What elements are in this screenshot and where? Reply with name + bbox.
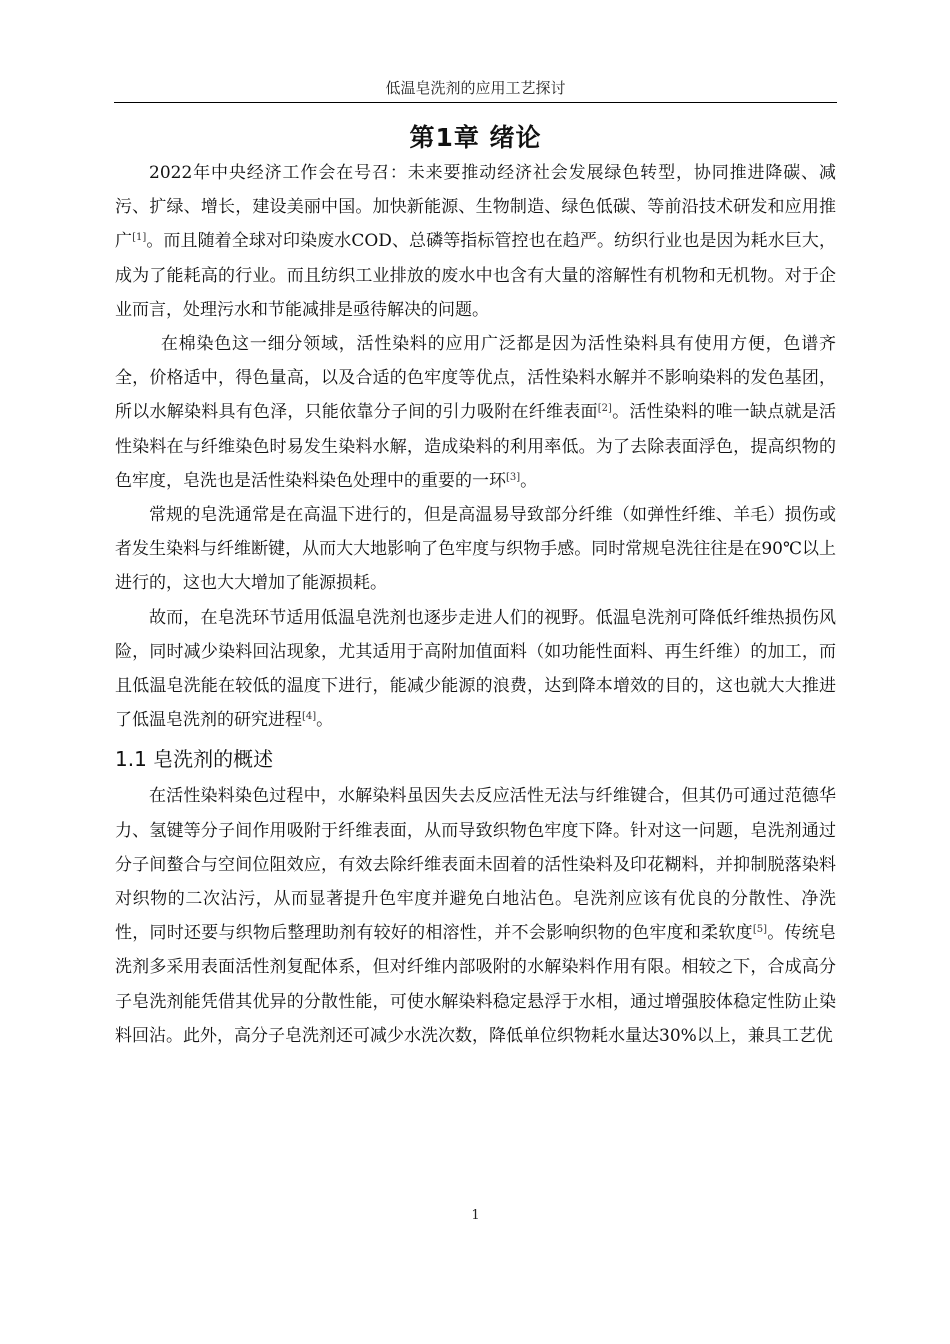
paragraph-text: 。	[316, 710, 334, 731]
body-text	[115, 156, 836, 1053]
paragraph-text: 。传统皂洗剂多采用表面活性剂复配体系，但对纤维内部吸附的水解染料作用有限。相较之下，合成高分子皂洗剂能凭借其优异的分散性能，可使水解染料稳定悬浮于水相，通过增强胶体稳定性防止染料回沾。此外，高分子皂洗剂还可减少水洗次数，降低单位织物耗水量达30%以上，兼具工艺优	[115, 923, 837, 1046]
section-heading: 1.1 皂洗剂的概述	[115, 747, 274, 772]
paragraph-text: 在活性染料染色过程中，水解染料虽因失去反应活性无法与纤维键合，但其仍可通过范德华力、氢键等分子间作用吸附于纤维表面，从而导致织物色牢度下降。针对这一问题，皂洗剂通过分子间螯合与空间位阻效应，有效去除纤维表面未固着的活性染料及印花糊料，并抑制脱落染料对织物的二次沾污，从而显著提升色牢度并避免白地沾色。皂洗剂应该有优良的分散性、净洗性，同时还要与织物后整理助剂有较好的相溶性，并不会影响织物的色牢度和柔软度	[115, 786, 836, 944]
paragraph-text: 。而且随着全球对印染废水COD、总磷等指标管控也在趋严。纺织行业也是因为耗水巨大，成为了能耗高的行业。而且纺织工业排放的废水中也含有大量的溶解性有机物和无机物。对于企业而言，处理污水和节能减排是亟待解决的问题。	[115, 231, 837, 320]
paragraph	[115, 779, 836, 1053]
paragraph-text: 常规的皂洗通常是在高温下进行的，但是高温易导致部分纤维（如弹性纤维、羊毛）损伤或者发生染料与纤维断键，从而大大地影响了色牢度与织物手感。同时常规皂洗往往是在90℃以上进行的，这也大大增加了能源损耗。	[115, 505, 836, 594]
paragraph	[115, 156, 836, 327]
header-rule	[114, 102, 837, 103]
paragraph	[115, 327, 836, 498]
chapter-title: 第1章 绪论	[409, 123, 542, 152]
paragraph-text: 在棉染色这一细分领域，活性染料的应用广泛都是因为活性染料具有使用方便，色谱齐全，价格适中，得色量高，以及合适的色牢度等优点，活性染料水解并不影响染料的发色基团，所以水解染料具有色泽，只能依靠分子间的引力吸附在纤维表面	[115, 334, 836, 423]
paragraph-text: 故而，在皂洗环节适用低温皂洗剂也逐步走进人们的视野。低温皂洗剂可降低纤维热损伤风险，同时减少染料回沾现象，尤其适用于高附加值面料（如功能性面料、再生纤维）的加工，而且低温皂洗能在较低的温度下进行，能减少能源的浪费，达到降本增效的目的，这也就大大推进了低温皂洗剂的研究进程	[115, 607, 836, 731]
running-header: 低温皂洗剂的应用工艺探讨	[385, 79, 566, 97]
page-number: 1	[471, 1208, 480, 1223]
citation-marker: [4]	[302, 711, 317, 723]
paragraph	[115, 498, 836, 601]
citation-marker: [5]	[752, 924, 768, 936]
paragraph	[115, 601, 836, 738]
citation-marker: [3]	[506, 471, 521, 483]
citation-marker: [2]	[597, 403, 612, 415]
paragraph-text: 2022年中央经济工作会在号召：未来要推动经济社会发展绿色转型，协同推进降碳、减污、扩绿、增长，建设美丽中国。加快新能源、生物制造、绿色低碳、等前沿技术研发和应用推广	[115, 163, 836, 252]
paragraph-text: 。活性染料的唯一缺点就是活性染料在与纤维染色时易发生染料水解，造成染料的利用率低。为了去除表面浮色，提高织物的色牢度，皂洗也是活性染料染色处理中的重要的一环	[115, 402, 837, 491]
citation-marker: [1]	[132, 232, 147, 244]
paragraph-text: 。	[520, 470, 538, 491]
